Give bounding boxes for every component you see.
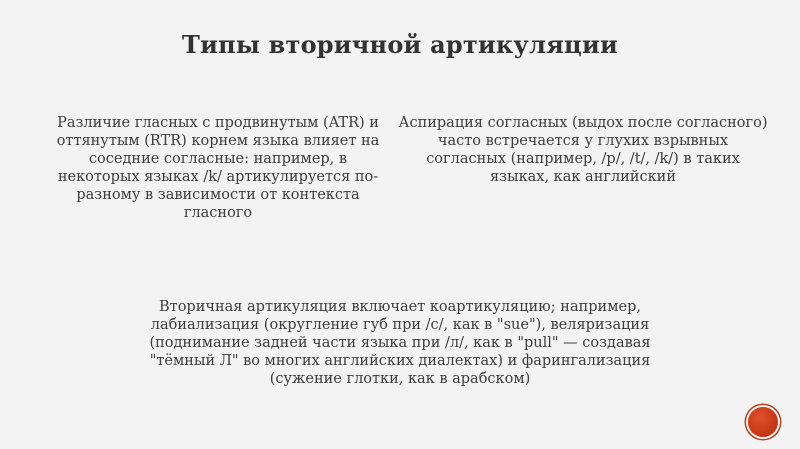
left-text-block: Различие гласных с продвинутым (ATR) и оттянутым (RTR) корнем языка влияет на соседние согласные: например, в некоторых языках /k/ артикулируется по-разному в зависимости от контекста гласного: [56, 115, 380, 221]
slide-title: Типы вторичной артикуляции: [182, 30, 618, 59]
circle-nav-icon[interactable]: [748, 407, 778, 437]
bottom-text-block: Вторичная артикуляция включает коартикуляцию; например, лабиализация (округление губ при /c/, как в "sue"), веляризация (поднимание задней части языка при /л/, как в "pull" — создавая "тёмный Л" во многих английских диалектах) и фарингализация (сужение глотки, как в арабском): [149, 299, 651, 387]
right-text-block: Аспирация согласных (выдох после согласного) часто встречается у глухих взрывных согласных (например, /p/, /t/, /k/) в таких языках, как английский: [398, 115, 768, 185]
